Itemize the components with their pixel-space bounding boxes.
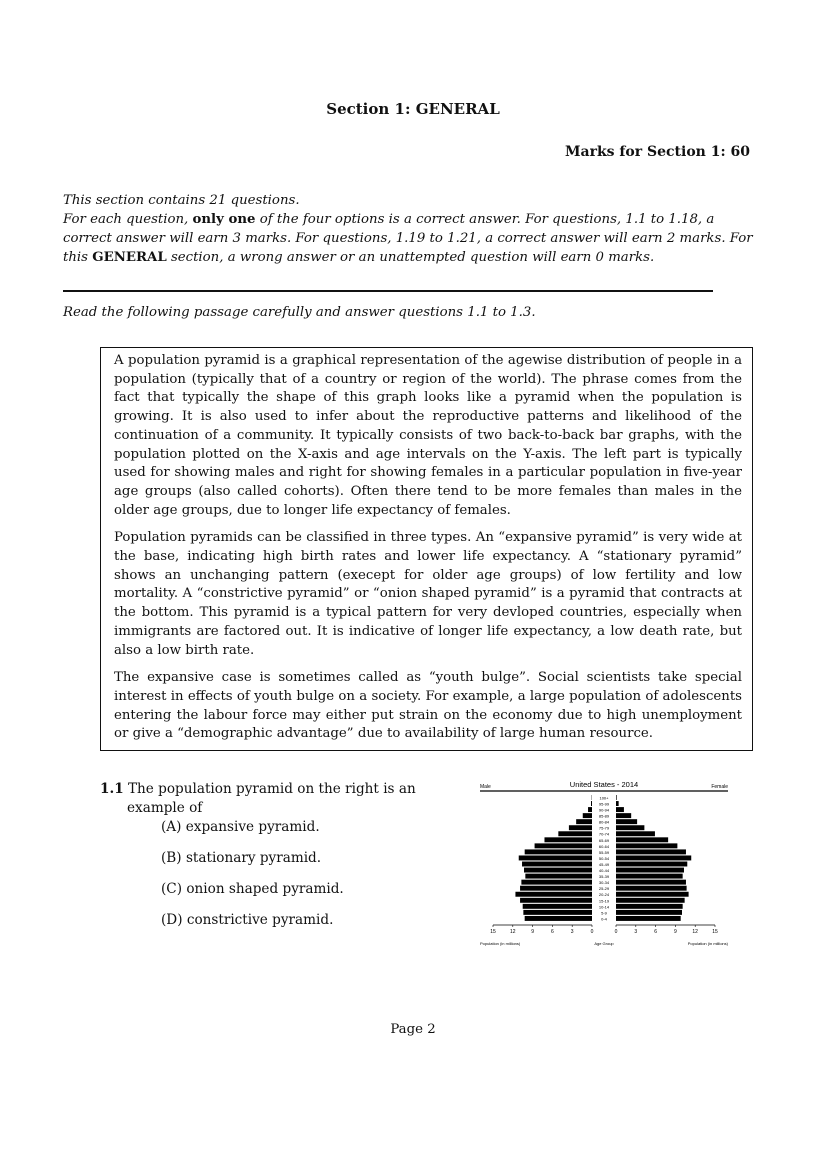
age-group-label: 55-59: [598, 849, 610, 855]
x-axis-label-left: Population (in millions): [480, 941, 521, 946]
x-tick-label-left: 6: [551, 929, 554, 935]
option-text: constrictive pyramid.: [186, 912, 334, 928]
passage-paragraph: Population pyramids can be classified in three types. An “expansive pyramid” is very wide at the base, indicating high birth rates and lower life expectancy. A “stationary pyramid” shows an unchanging pattern (execept for older age groups) of low fertility and low mortality. A “constrictive pyramid” or “onion shaped pyramid” is a pyramid that contracts at the bottom. This pyramid is a typical pattern for very devloped countries, especially when immigrants are factored out. It is indicative of longer life expectancy, a low death rate, but also a low birth rate.: [114, 530, 742, 658]
bar-female: [616, 831, 655, 836]
bar-male: [544, 837, 592, 842]
question-stem-line2: example of: [127, 800, 203, 816]
age-group-label: 40-44: [598, 868, 610, 874]
age-group-label: 100+: [599, 795, 609, 801]
option-text: onion shaped pyramid.: [186, 881, 344, 897]
bar-male: [558, 831, 592, 836]
x-tick-label-right: 0: [614, 929, 618, 935]
instructions-line2: [63, 210, 753, 267]
bar-female: [616, 886, 687, 891]
bar-female: [616, 849, 686, 854]
x-tick-label-left: 3: [570, 929, 574, 935]
passage-intro: Read the following passage carefully and answer questions 1.1 to 1.3.: [63, 305, 536, 320]
bar-female: [616, 837, 668, 842]
age-group-label: 20-24: [598, 892, 610, 898]
bar-male: [583, 813, 592, 818]
option-text: stationary pyramid.: [185, 850, 322, 866]
right-label: Female: [711, 784, 728, 790]
age-group-label: 35-39: [598, 874, 610, 880]
bar-female: [616, 880, 686, 885]
left-label: Male: [480, 784, 491, 790]
bar-male: [525, 916, 592, 921]
bar-female: [616, 904, 683, 909]
x-tick-label-right: 9: [674, 929, 677, 935]
horizontal-rule: [63, 290, 713, 292]
question-stem: [100, 780, 440, 818]
bar-male: [523, 910, 592, 915]
bar-male: [569, 825, 592, 830]
passage-paragraph: A population pyramid is a graphical representation of the agewise distribution of people in a population (typically that of a country or region of the world). The phrase comes from the fact that typically the shape of this graph looks like a pyramid when the population is growing. It is also used to infer about the reproductive patterns and likelihood of the continuation of a community. It typically consists of two back-to-back bar graphs, with the population plotted on the X-axis and age intervals on the Y-axis. The left part is typically used for showing males and right for showing females in a particular population in five-year age groups (also called cohorts). Often there tend to be more females than males in the older age groups, due to longer life expectancy of females.: [114, 353, 742, 518]
bar-male: [521, 880, 592, 885]
option-label: (A): [161, 819, 182, 835]
bar-male: [525, 849, 592, 854]
instr-text-c: section, a wrong answer or an unattempted question will earn 0 marks.: [166, 250, 655, 265]
section-title: Section 1: GENERAL: [326, 100, 500, 118]
bar-female: [616, 910, 682, 915]
age-group-label: 10-14: [598, 904, 610, 910]
option-c[interactable]: [161, 880, 440, 911]
age-group-label: 0-4: [601, 916, 607, 922]
bar-male: [588, 807, 592, 812]
chart-title: United States - 2014: [569, 780, 639, 789]
x-tick-label-left: 0: [590, 929, 594, 935]
x-tick-label-right: 12: [692, 929, 698, 935]
instr-text-b: of the four options is a correct answer. For questions, 1.1 to 1.18, a correct answer will earn 3 marks. For questions, 1.19 to 1.21, a correct answer will earn 2 marks. For this: [63, 212, 753, 265]
bar-female: [616, 874, 683, 879]
age-group-label: 65-69: [598, 837, 610, 843]
option-label: (D): [161, 912, 183, 928]
instr-bold-b: GENERAL: [92, 250, 167, 265]
x-tick-label-right: 15: [712, 929, 718, 935]
bar-female: [616, 843, 677, 848]
age-group-label: 60-64: [598, 843, 610, 849]
population-pyramid-chart: [478, 778, 730, 956]
instructions-line1: This section contains 21 questions.: [63, 193, 300, 208]
age-group-label: 25-29: [598, 886, 610, 892]
option-text: expansive pyramid.: [185, 819, 320, 835]
x-tick-label-right: 3: [634, 929, 638, 935]
age-group-label: 50-54: [598, 855, 610, 861]
x-axis-label-center: Age Group: [594, 941, 614, 946]
bar-female: [616, 819, 637, 824]
question-number: 1.1: [100, 781, 124, 797]
age-group-label: 15-19: [598, 898, 610, 904]
bar-male: [524, 868, 592, 873]
bar-female: [616, 916, 681, 921]
option-a[interactable]: [161, 818, 440, 849]
bar-male: [523, 904, 592, 909]
bar-male: [522, 862, 592, 867]
bar-male: [519, 855, 592, 860]
age-group-label: 90-94: [598, 807, 610, 813]
age-group-label: 30-34: [598, 880, 610, 886]
passage-paragraph: The expansive case is sometimes called as “youth bulge”. Social scientists take special interest in effects of youth bulge on a society. For example, a large population of adolescents entering the labour force may either put strain on the economy due to high unemployment or give a “demographic advantage” due to availability of large human resource.: [114, 670, 742, 742]
question-1-1: [100, 780, 440, 942]
passage-box: [100, 347, 753, 751]
age-group-label: 95-99: [598, 801, 610, 807]
page-number: Page 2: [390, 1022, 436, 1037]
bar-female: [616, 855, 691, 860]
bar-male: [525, 874, 592, 879]
option-b[interactable]: [161, 849, 440, 880]
bar-male: [520, 886, 592, 891]
bar-female: [616, 898, 685, 903]
age-group-label: 70-74: [598, 831, 610, 837]
option-d[interactable]: [161, 911, 440, 942]
bar-female: [616, 892, 689, 897]
x-tick-label-left: 15: [490, 929, 496, 935]
instr-text-a: For each question,: [63, 212, 193, 227]
bar-male: [535, 843, 592, 848]
bar-female: [616, 813, 631, 818]
x-tick-label-left: 9: [531, 929, 534, 935]
age-group-label: 85-89: [598, 813, 610, 819]
age-group-label: 80-84: [598, 819, 610, 825]
bar-female: [616, 795, 617, 800]
instr-bold-a: only one: [192, 212, 256, 227]
option-label: (C): [161, 881, 183, 897]
age-group-label: 45-49: [598, 861, 610, 867]
bar-female: [616, 868, 684, 873]
bar-female: [616, 807, 624, 812]
age-group-label: 75-79: [598, 825, 610, 831]
bar-female: [616, 862, 687, 867]
bar-male: [576, 819, 592, 824]
option-label: (B): [161, 850, 182, 866]
x-axis-label-right: Population (in millions): [687, 941, 728, 946]
bar-female: [616, 801, 619, 806]
x-tick-label-left: 12: [510, 929, 516, 935]
bar-male: [520, 898, 592, 903]
instructions: [63, 191, 753, 267]
bar-male: [591, 801, 592, 806]
age-group-label: 5-9: [601, 910, 607, 916]
bar-male: [515, 892, 592, 897]
bar-female: [616, 825, 644, 830]
section-marks: Marks for Section 1: 60: [565, 144, 750, 160]
x-tick-label-right: 6: [654, 929, 657, 935]
question-stem-line1: The population pyramid on the right is an: [127, 781, 416, 797]
